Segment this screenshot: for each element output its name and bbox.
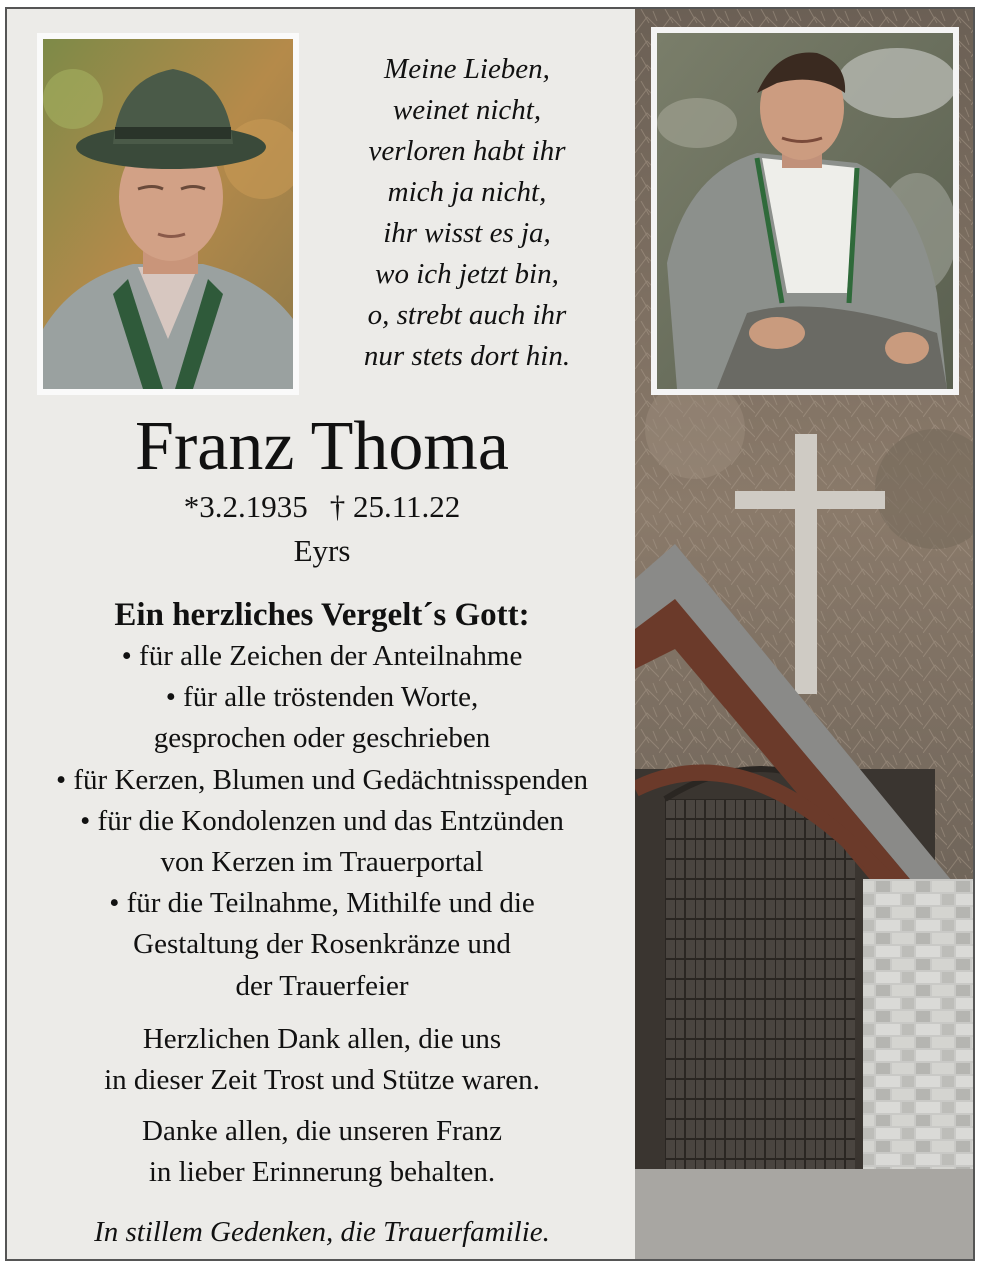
closing-line: Danke allen, die unseren Franz — [142, 1115, 502, 1147]
thanks-heading: Ein herzliches Vergelt´s Gott: — [114, 597, 530, 633]
thanks-line: • für die Teilnahme, Mithilfe und die — [109, 887, 535, 920]
closing-line: in dieser Zeit Trost und Stütze waren. — [104, 1064, 540, 1096]
thanks-list — [7, 636, 637, 1007]
thanks-line: • für Kerzen, Blumen und Gedächtnisspenden — [56, 763, 588, 796]
thanks-line: Gestaltung der Rosenkränze und — [133, 928, 511, 961]
life-dates — [17, 487, 627, 527]
poem-line: nur stets dort hin. — [363, 340, 571, 372]
portrait-elderly-man-image — [43, 39, 293, 389]
family-signature: In stillem Gedenken, die Trauerfamilie. — [94, 1216, 550, 1248]
thanks-line: • für alle tröstenden Worte, — [165, 681, 479, 714]
poem-verse — [307, 49, 627, 377]
portrait-young-man-image — [657, 33, 953, 389]
portrait-photo-elderly — [37, 33, 299, 395]
poem-line: o, strebt auch ihr — [367, 299, 567, 331]
poem-line: mich ja nicht, — [387, 176, 547, 208]
portrait-photo-young — [651, 27, 959, 395]
poem-line: Meine Lieben, — [384, 53, 550, 85]
chapel-scene-photo — [635, 9, 973, 1259]
thanks-line: von Kerzen im Trauerportal — [160, 846, 484, 879]
thanks-line: der Trauerfeier — [235, 969, 409, 1002]
thanks-line: gesprochen oder geschrieben — [153, 722, 491, 755]
thanks-line: • für alle Zeichen der Anteilnahme — [121, 640, 523, 672]
poem-line: weinet nicht, — [392, 94, 542, 126]
poem-line: wo ich jetzt bin, — [375, 258, 559, 290]
closing-line: in lieber Erinnerung behalten. — [148, 1156, 496, 1188]
birth-date: *3.2.1935 — [183, 489, 308, 524]
poem-line: ihr wisst es ja, — [383, 217, 551, 249]
deceased-name: Franz Thoma — [135, 408, 509, 485]
obituary-card — [5, 7, 975, 1261]
closing-line: Herzlichen Dank allen, die uns — [142, 1023, 502, 1055]
remembrance-paragraph — [17, 1111, 627, 1193]
home-village: Eyrs — [293, 533, 351, 568]
death-date: † 25.11.22 — [329, 489, 461, 524]
closing-thanks-paragraph — [17, 1019, 627, 1101]
poem-line: verloren habt ihr — [368, 135, 566, 167]
thanks-line: • für die Kondolenzen und das Entzünden — [80, 804, 564, 837]
